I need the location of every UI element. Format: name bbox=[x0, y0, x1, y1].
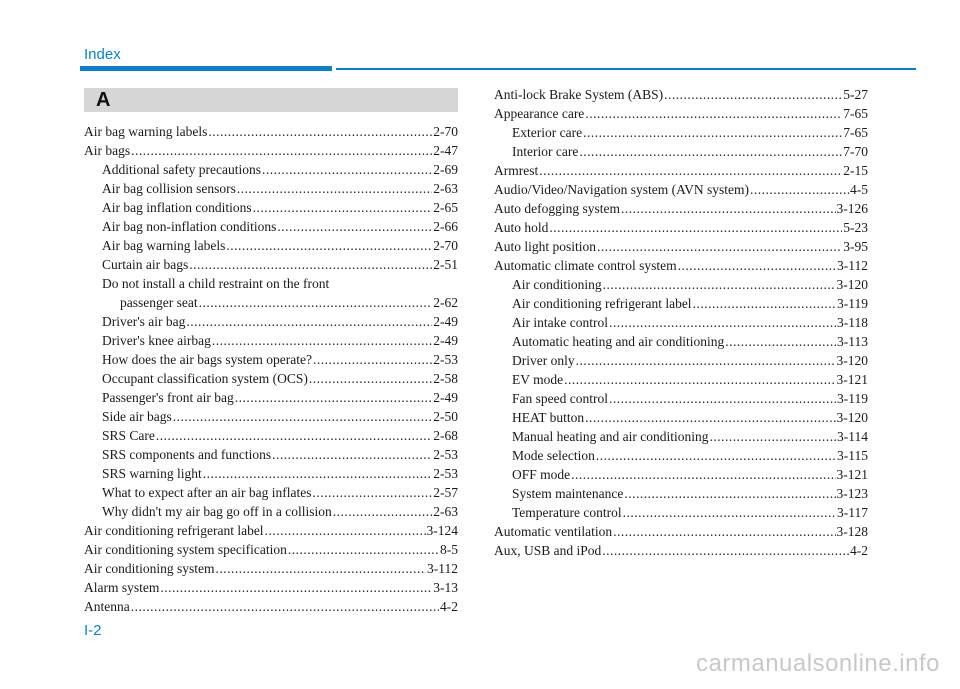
index-entry[interactable] bbox=[84, 407, 458, 426]
index-entry-page: 2-49 bbox=[433, 390, 458, 405]
index-column-left bbox=[84, 122, 458, 616]
index-entry-page: 2-66 bbox=[433, 219, 458, 234]
index-entry[interactable] bbox=[84, 483, 458, 502]
index-entry-text: Air conditioning refrigerant label bbox=[84, 523, 264, 538]
index-entry-text: Why didn't my air bag go off in a collision bbox=[102, 504, 332, 519]
index-entry-text: Exterior care bbox=[512, 125, 583, 140]
leader-dots bbox=[262, 160, 432, 179]
leader-dots bbox=[579, 142, 842, 161]
index-entry-text: Do not install a child restraint on the front bbox=[102, 276, 330, 291]
index-entry[interactable] bbox=[494, 85, 868, 104]
index-entry-page: 5-23 bbox=[843, 220, 868, 235]
index-entry-page: 3-121 bbox=[836, 467, 868, 482]
index-entry[interactable] bbox=[494, 142, 868, 161]
header-rule-thick bbox=[80, 66, 332, 71]
index-entry-page: 3-112 bbox=[427, 561, 458, 576]
leader-dots bbox=[189, 255, 432, 274]
index-entry[interactable] bbox=[84, 160, 458, 179]
index-entry[interactable] bbox=[494, 294, 868, 313]
index-entry[interactable] bbox=[494, 370, 868, 389]
index-entry[interactable] bbox=[84, 597, 458, 616]
leader-dots bbox=[272, 445, 432, 464]
leader-dots bbox=[160, 578, 432, 597]
index-entry-text: Mode selection bbox=[512, 448, 595, 463]
leader-dots bbox=[613, 522, 835, 541]
index-entry-text: Temperature control bbox=[512, 505, 622, 520]
index-entry-page: 2-70 bbox=[433, 238, 458, 253]
leader-dots bbox=[597, 237, 842, 256]
watermark: carmanualsonline.info bbox=[696, 650, 940, 677]
index-entry[interactable] bbox=[84, 464, 458, 483]
index-entry-page: 4-5 bbox=[850, 182, 868, 197]
leader-dots bbox=[253, 198, 433, 217]
index-entry-text: Automatic heating and air conditioning bbox=[512, 334, 725, 349]
index-entry[interactable] bbox=[494, 180, 868, 199]
index-entry-text: Driver only bbox=[512, 353, 575, 368]
leader-dots bbox=[173, 407, 433, 426]
leader-dots bbox=[609, 313, 836, 332]
index-entry-page: 2-53 bbox=[433, 466, 458, 481]
index-entry-text: Armrest bbox=[494, 163, 539, 178]
index-entry-text: Passenger's front air bag bbox=[102, 390, 234, 405]
index-entry-text: Appearance care bbox=[494, 106, 585, 121]
index-entry[interactable] bbox=[84, 502, 458, 521]
leader-dots bbox=[585, 408, 835, 427]
index-entry[interactable] bbox=[494, 332, 868, 351]
index-entry-text: HEAT button bbox=[512, 410, 585, 425]
index-entry[interactable] bbox=[84, 274, 458, 293]
index-entry-text: Fan speed control bbox=[512, 391, 608, 406]
index-entry[interactable] bbox=[494, 218, 868, 237]
index-entry-text: OFF mode bbox=[512, 467, 571, 482]
index-entry[interactable] bbox=[84, 540, 458, 559]
leader-dots bbox=[265, 521, 426, 540]
index-entry-text: Auto hold bbox=[494, 220, 549, 235]
index-entry-page: 2-63 bbox=[433, 181, 458, 196]
index-entry-page: 3-95 bbox=[843, 239, 868, 254]
index-entry[interactable] bbox=[84, 236, 458, 255]
index-entry[interactable] bbox=[84, 122, 458, 141]
index-entry-text: System maintenance bbox=[512, 486, 624, 501]
leader-dots bbox=[216, 559, 427, 578]
index-entry-text: Air intake control bbox=[512, 315, 608, 330]
index-entry[interactable] bbox=[494, 161, 868, 180]
index-entry-page: 3-126 bbox=[836, 201, 868, 216]
leader-dots bbox=[203, 464, 432, 483]
index-entry-page: 3-115 bbox=[837, 448, 868, 463]
index-entry-text: Air conditioning bbox=[512, 277, 602, 292]
leader-dots bbox=[623, 503, 836, 522]
index-entry-text: Additional safety precautions bbox=[102, 162, 261, 177]
index-entry-text: Air conditioning system bbox=[84, 561, 215, 576]
leader-dots bbox=[288, 540, 439, 559]
index-entry-text: Side air bags bbox=[102, 409, 172, 424]
leader-dots bbox=[621, 199, 836, 218]
index-entry[interactable] bbox=[84, 426, 458, 445]
index-entry-page: 2-47 bbox=[433, 143, 458, 158]
index-entry-page: 2-69 bbox=[433, 162, 458, 177]
index-entry-text: Occupant classification system (OCS) bbox=[102, 371, 308, 386]
index-entry[interactable] bbox=[494, 123, 868, 142]
index-entry-text: Driver's air bag bbox=[102, 314, 186, 329]
leader-dots bbox=[602, 541, 849, 560]
index-entry[interactable] bbox=[494, 313, 868, 332]
index-entry-page: 7-65 bbox=[843, 125, 868, 140]
index-entry-page: 2-15 bbox=[843, 163, 868, 178]
index-entry[interactable] bbox=[84, 445, 458, 464]
leader-dots bbox=[156, 426, 432, 445]
index-entry[interactable] bbox=[494, 503, 868, 522]
leader-dots bbox=[603, 275, 836, 294]
index-entry[interactable] bbox=[494, 541, 868, 560]
index-entry-page: 3-112 bbox=[837, 258, 868, 273]
index-entry-text: EV mode bbox=[512, 372, 564, 387]
index-entry[interactable] bbox=[84, 255, 458, 274]
leader-dots bbox=[583, 123, 842, 142]
index-entry-page: 3-117 bbox=[837, 505, 868, 520]
leader-dots bbox=[693, 294, 836, 313]
leader-dots bbox=[609, 389, 836, 408]
index-entry-text: passenger seat bbox=[120, 295, 198, 310]
index-entry[interactable] bbox=[84, 312, 458, 331]
index-entry-page: 2-63 bbox=[433, 504, 458, 519]
index-entry-page: 3-120 bbox=[836, 277, 868, 292]
index-entry-text: What to expect after an air bag inflates bbox=[102, 485, 312, 500]
header-rule-thin bbox=[336, 68, 916, 70]
index-entry-text: SRS Care bbox=[102, 428, 155, 443]
section-letter-banner bbox=[84, 88, 458, 112]
index-entry-text: How does the air bags system operate? bbox=[102, 352, 312, 367]
index-entry-text: Air conditioning system specification bbox=[84, 542, 287, 557]
leader-dots bbox=[333, 502, 432, 521]
index-entry[interactable] bbox=[494, 522, 868, 541]
index-entry[interactable] bbox=[84, 141, 458, 160]
index-entry-text: Manual heating and air conditioning bbox=[512, 429, 709, 444]
index-entry[interactable] bbox=[84, 521, 458, 540]
index-entry[interactable] bbox=[84, 388, 458, 407]
index-entry-text: Air bag warning labels bbox=[84, 124, 208, 139]
index-entry[interactable] bbox=[494, 484, 868, 503]
index-entry-text: Audio/Video/Navigation system (AVN system) bbox=[494, 182, 750, 197]
index-entry[interactable] bbox=[494, 351, 868, 370]
leader-dots bbox=[277, 217, 432, 236]
index-entry-page: 4-2 bbox=[440, 599, 458, 614]
index-entry-page: 3-119 bbox=[837, 391, 868, 406]
index-entry-page: 3-13 bbox=[433, 580, 458, 595]
index-entry-text: Anti-lock Brake System (ABS) bbox=[494, 87, 664, 102]
index-entry-text: Automatic climate control system bbox=[494, 258, 677, 273]
index-entry[interactable] bbox=[84, 293, 458, 312]
leader-dots bbox=[212, 331, 432, 350]
index-entry-page: 2-49 bbox=[433, 314, 458, 329]
leader-dots bbox=[313, 483, 433, 502]
index-entry[interactable] bbox=[494, 199, 868, 218]
leader-dots bbox=[309, 369, 432, 388]
leader-dots bbox=[564, 370, 835, 389]
index-entry-text: Automatic ventilation bbox=[494, 524, 613, 539]
leader-dots bbox=[624, 484, 835, 503]
leader-dots bbox=[750, 180, 849, 199]
index-entry-page: 3-121 bbox=[836, 372, 868, 387]
index-entry-page: 2-70 bbox=[433, 124, 458, 139]
index-entry-page: 2-58 bbox=[433, 371, 458, 386]
leader-dots bbox=[226, 236, 432, 255]
index-entry[interactable] bbox=[494, 408, 868, 427]
index-entry-page: 3-128 bbox=[836, 524, 868, 539]
index-entry-page: 2-51 bbox=[433, 257, 458, 272]
section-letter: A bbox=[96, 89, 111, 111]
index-entry[interactable] bbox=[84, 559, 458, 578]
index-entry-page: 2-57 bbox=[433, 485, 458, 500]
index-entry[interactable] bbox=[84, 369, 458, 388]
index-entry-page: 3-120 bbox=[836, 353, 868, 368]
index-entry-page: 2-50 bbox=[433, 409, 458, 424]
leader-dots bbox=[585, 104, 842, 123]
index-entry[interactable] bbox=[494, 104, 868, 123]
leader-dots bbox=[186, 312, 432, 331]
index-entry-text: Air bag inflation conditions bbox=[102, 200, 252, 215]
index-column-right bbox=[494, 85, 868, 560]
page-number: I-2 bbox=[84, 622, 102, 639]
index-entry-text: Driver's knee airbag bbox=[102, 333, 211, 348]
index-entry-page: 7-65 bbox=[843, 106, 868, 121]
index-entry-page: 3-120 bbox=[836, 410, 868, 425]
index-entry-page: 3-118 bbox=[837, 315, 868, 330]
index-entry-page: 2-65 bbox=[433, 200, 458, 215]
index-entry-page: 3-124 bbox=[426, 523, 458, 538]
index-entry[interactable] bbox=[494, 427, 868, 446]
index-entry[interactable] bbox=[84, 198, 458, 217]
index-entry-page: 2-53 bbox=[433, 352, 458, 367]
index-entry-text: Interior care bbox=[512, 144, 579, 159]
index-entry-text: Auto defogging system bbox=[494, 201, 620, 216]
index-entry-text: Air bags bbox=[84, 143, 131, 158]
index-entry-page: 7-70 bbox=[843, 144, 868, 159]
index-entry-text: Air conditioning refrigerant label bbox=[512, 296, 692, 311]
index-entry-text: Aux, USB and iPod bbox=[494, 543, 602, 558]
leader-dots bbox=[131, 141, 432, 160]
leader-dots bbox=[576, 351, 836, 370]
leader-dots bbox=[664, 85, 842, 104]
index-entry-text: Air bag collision sensors bbox=[102, 181, 236, 196]
index-entry-page: 4-2 bbox=[850, 543, 868, 558]
index-entry-text: Curtain air bags bbox=[102, 257, 189, 272]
index-entry-page: 3-119 bbox=[837, 296, 868, 311]
leader-dots bbox=[709, 427, 836, 446]
index-entry[interactable] bbox=[84, 578, 458, 597]
leader-dots bbox=[199, 293, 433, 312]
index-entry[interactable] bbox=[494, 237, 868, 256]
index-entry[interactable] bbox=[84, 179, 458, 198]
index-entry-text: Alarm system bbox=[84, 580, 160, 595]
index-entry-page: 3-114 bbox=[837, 429, 868, 444]
leader-dots bbox=[549, 218, 842, 237]
index-entry-page: 5-27 bbox=[843, 87, 868, 102]
leader-dots bbox=[237, 179, 432, 198]
index-entry-text: Auto light position bbox=[494, 239, 597, 254]
index-entry-page: 2-49 bbox=[433, 333, 458, 348]
index-entry-page: 2-53 bbox=[433, 447, 458, 462]
index-entry-page: 8-5 bbox=[440, 542, 458, 557]
index-entry-page: 3-113 bbox=[837, 334, 868, 349]
leader-dots bbox=[725, 332, 836, 351]
leader-dots bbox=[539, 161, 842, 180]
leader-dots bbox=[131, 597, 439, 616]
index-entry-text: SRS warning light bbox=[102, 466, 202, 481]
index-entry[interactable] bbox=[494, 275, 868, 294]
index-entry-page: 2-62 bbox=[433, 295, 458, 310]
index-entry-page: 2-68 bbox=[433, 428, 458, 443]
index-entry[interactable] bbox=[84, 217, 458, 236]
leader-dots bbox=[571, 465, 835, 484]
index-entry-text: Air bag non-inflation conditions bbox=[102, 219, 277, 234]
index-entry[interactable] bbox=[494, 446, 868, 465]
index-entry-text: Antenna bbox=[84, 599, 130, 614]
index-entry[interactable] bbox=[84, 331, 458, 350]
index-entry[interactable] bbox=[84, 350, 458, 369]
leader-dots bbox=[678, 256, 836, 275]
index-entry[interactable] bbox=[494, 389, 868, 408]
index-header-title: Index bbox=[84, 46, 121, 63]
leader-dots bbox=[596, 446, 836, 465]
leader-dots bbox=[208, 122, 432, 141]
leader-dots bbox=[313, 350, 432, 369]
index-entry-text: Air bag warning labels bbox=[102, 238, 226, 253]
index-entry[interactable] bbox=[494, 256, 868, 275]
index-entry-page: 3-123 bbox=[836, 486, 868, 501]
index-entry[interactable] bbox=[494, 465, 868, 484]
leader-dots bbox=[235, 388, 432, 407]
index-entry-text: SRS components and functions bbox=[102, 447, 272, 462]
